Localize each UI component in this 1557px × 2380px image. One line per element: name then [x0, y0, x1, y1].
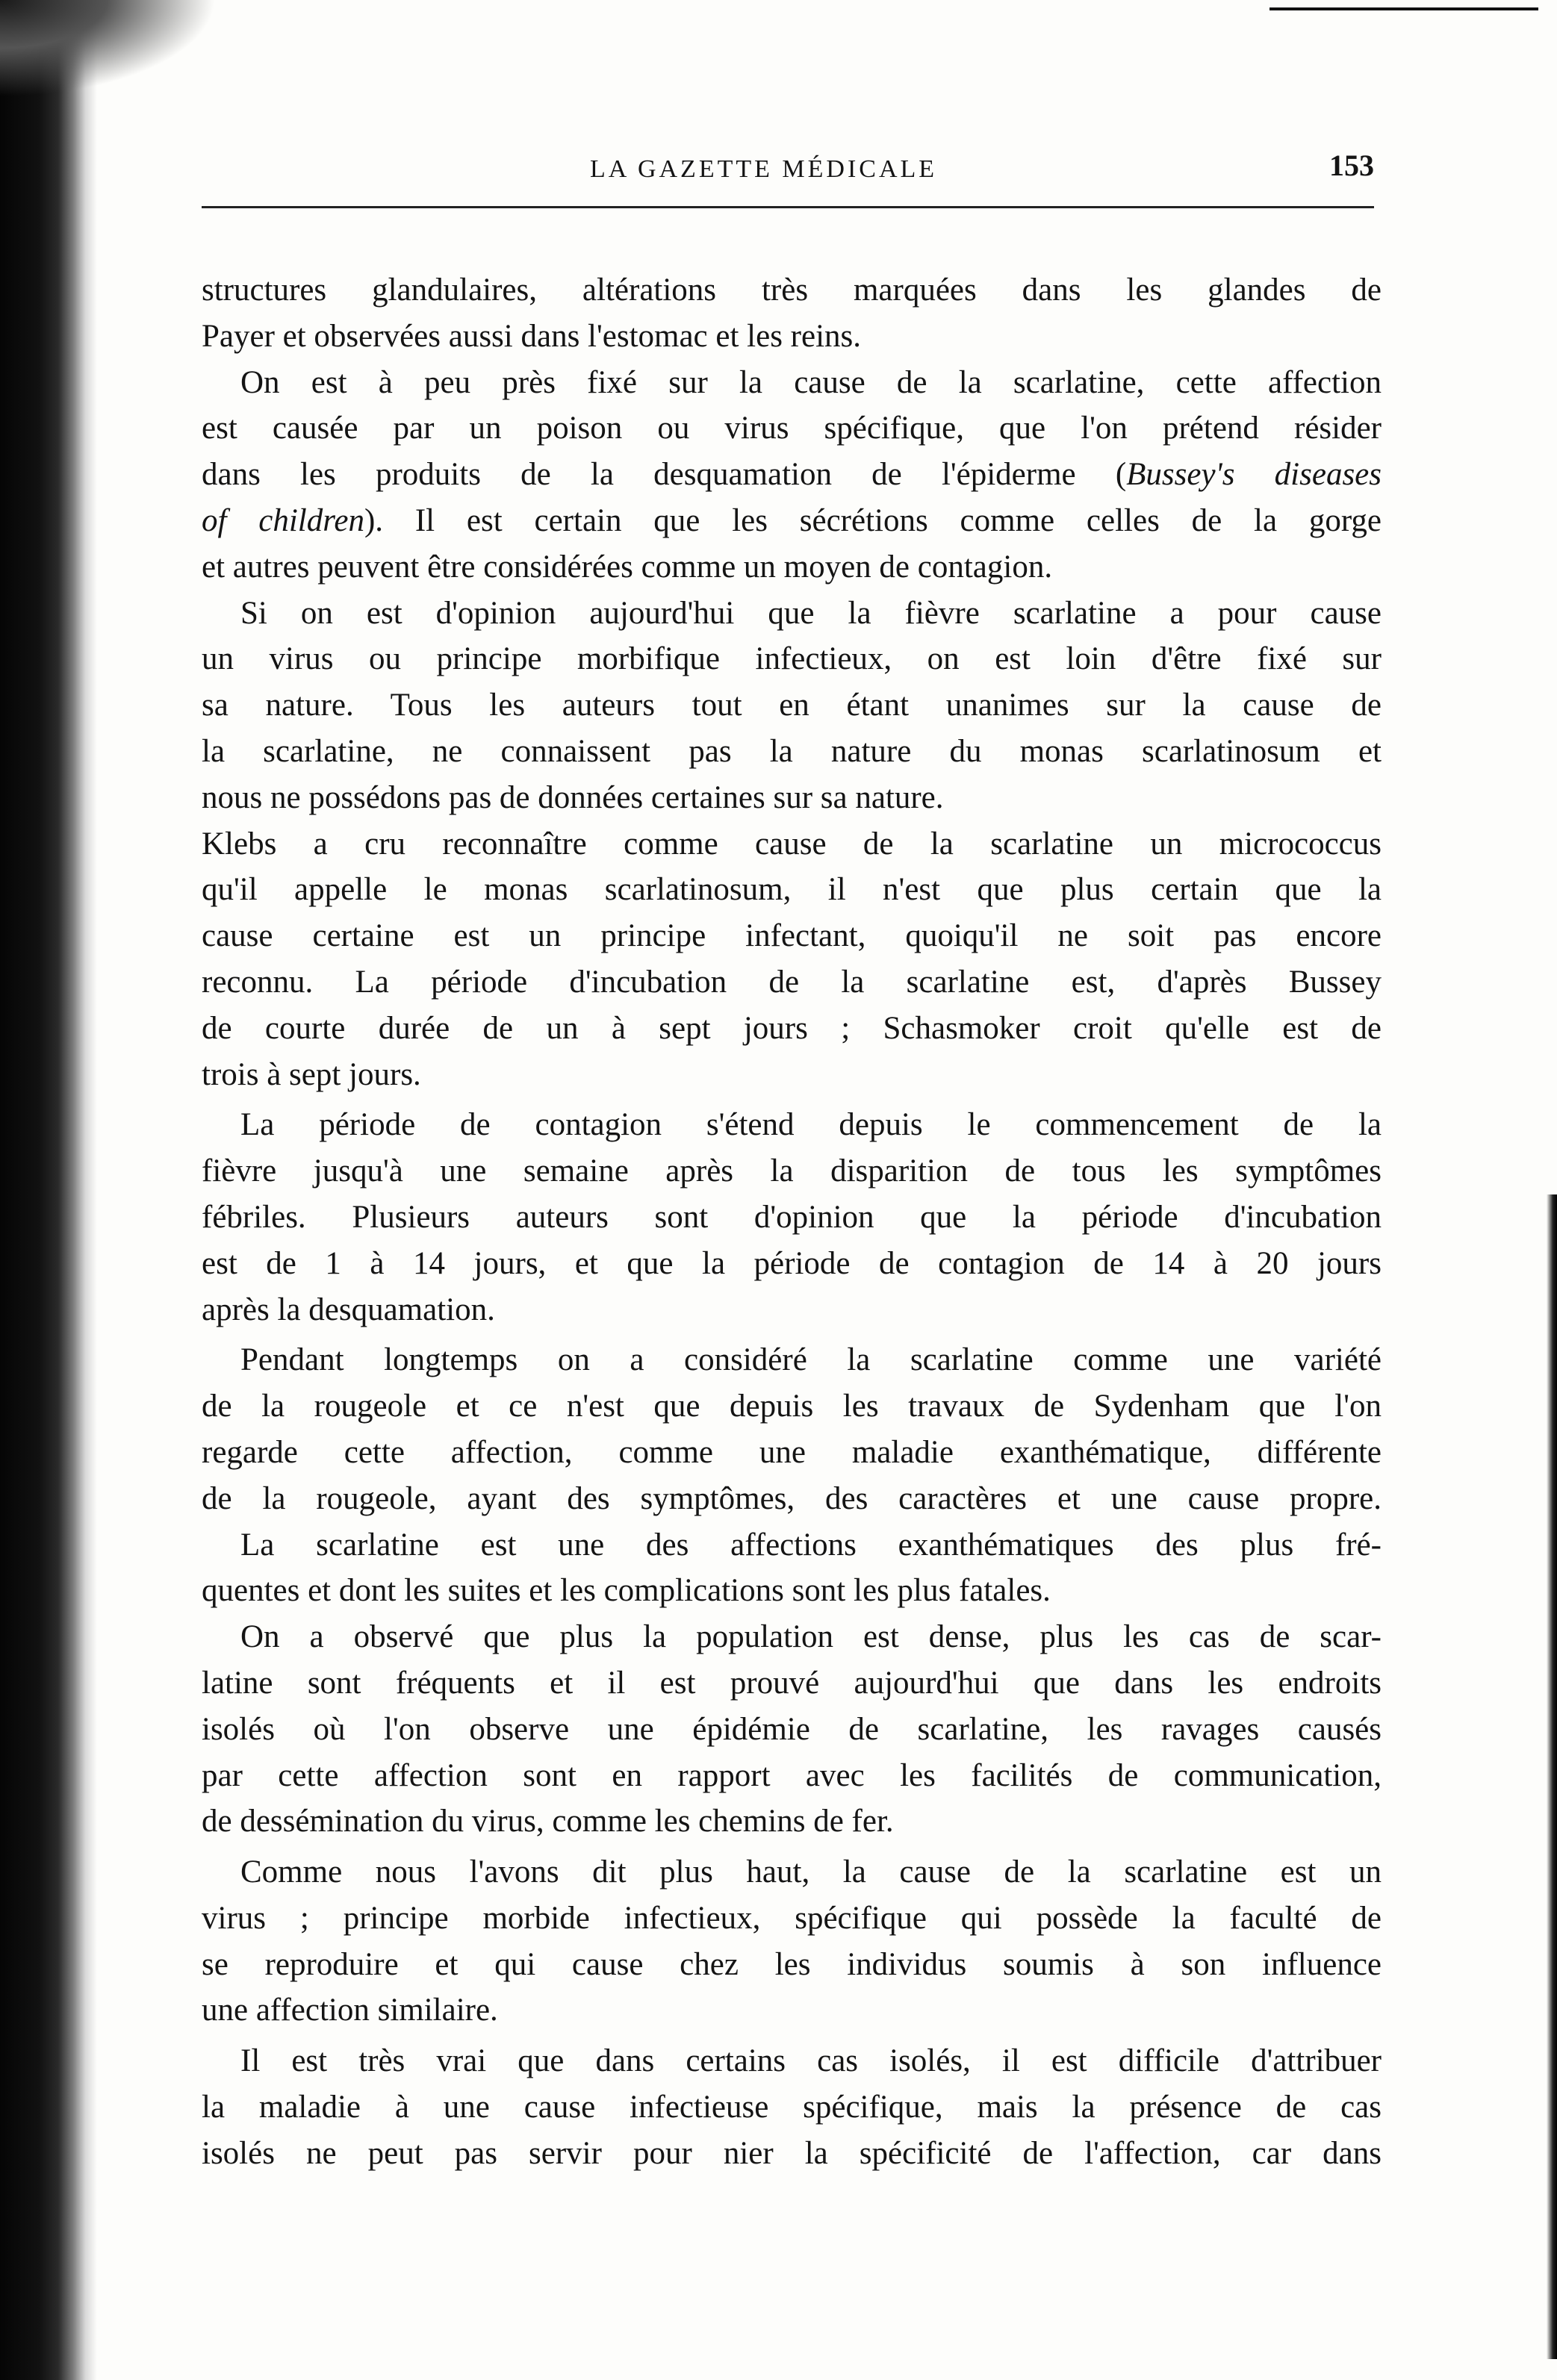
text-line: La scarlatine est une des affections exanthématiques des plus fré-	[240, 1527, 1382, 1563]
text-line: virus ; principe morbide infectieux, spécifique qui possède la faculté de	[202, 1900, 1382, 1936]
citation-title: Bussey's diseases	[1126, 457, 1382, 493]
text-line: de courte durée de un à sept jours ; Schasmoker croit qu'elle est de	[202, 1010, 1382, 1046]
text-line: de dessémination du virus, comme les chemins de fer.	[202, 1804, 894, 1839]
text-line: of children). Il est certain que les sécrétions comme celles de la gorge	[202, 502, 1382, 538]
text-line: trois à sept jours.	[202, 1056, 421, 1092]
text-line: est causée par un poison ou virus spécifique, que l'on prétend résider	[202, 411, 1382, 446]
text-line: fièvre jusqu'à une semaine après la disparition de tous les symptômes	[202, 1153, 1382, 1189]
text-line: de la rougeole et ce n'est que depuis les travaux de Sydenham que l'on	[202, 1389, 1382, 1424]
text-line: se reproduire et qui cause chez les individus soumis à son influence	[202, 1946, 1382, 1982]
text-line: quentes et dont les suites et les complications sont les plus fatales.	[202, 1573, 1051, 1609]
text-line: est de 1 à 14 jours, et que la période de contagion de 14 à 20 jours	[202, 1245, 1382, 1281]
text-line: et autres peuvent être considérées comme un moyen de contagion.	[202, 549, 1053, 585]
citation-title-cont: of children	[202, 502, 364, 538]
text-line: On a observé que plus la population est dense, plus les cas de scar-	[240, 1619, 1382, 1655]
running-title: LA GAZETTE MÉDICALE	[590, 155, 938, 183]
article-body	[202, 267, 1382, 2177]
text-line: sa nature. Tous les auteurs tout en étant unanimes sur la cause de	[202, 688, 1382, 723]
text-line: après la desquamation.	[202, 1292, 495, 1327]
text-line: isolés ne peut pas servir pour nier la spécificité de l'affection, car dans	[202, 2135, 1382, 2171]
page-header	[202, 140, 1374, 208]
text-line: Klebs a cru reconnaître comme cause de la scarlatine un micrococcus	[202, 826, 1382, 862]
text-line: regarde cette affection, comme une maladie exanthématique, différente	[202, 1434, 1382, 1470]
text-line: dans les produits de la desquamation de l'épiderme (Bussey's diseases	[202, 457, 1382, 493]
right-page-edge	[1547, 1194, 1557, 2359]
text-line: Si on est d'opinion aujourd'hui que la fièvre scarlatine a pour cause	[240, 595, 1382, 631]
book-binding-shadow	[0, 0, 97, 2380]
text-line: structures glandulaires, altérations très marquées dans les glandes de	[202, 272, 1382, 308]
text-line: fébriles. Plusieurs auteurs sont d'opinion que la période d'incubation	[202, 1199, 1382, 1235]
text-line: nous ne possédons pas de données certaines sur sa nature.	[202, 779, 944, 815]
text-line: la scarlatine, ne connaissent pas la nature du monas scarlatinosum et	[202, 733, 1382, 769]
text-line: isolés où l'on observe une épidémie de scarlatine, les ravages causés	[202, 1711, 1382, 1747]
text-line: latine sont fréquents et il est prouvé aujourd'hui que dans les endroits	[202, 1665, 1382, 1701]
text-line: un virus ou principe morbifique infectieux, on est loin d'être fixé sur	[202, 641, 1382, 677]
text-line: par cette affection sont en rapport avec les facilités de communication,	[202, 1757, 1382, 1793]
text-line: Il est très vrai que dans certains cas isolés, il est difficile d'attribuer	[240, 2043, 1382, 2079]
text-line: qu'il appelle le monas scarlatinosum, il n'est que plus certain que la	[202, 872, 1382, 908]
text-line: Payer et observées aussi dans l'estomac et les reins.	[202, 318, 862, 354]
text-line: La période de contagion s'étend depuis le commencement de la	[240, 1107, 1382, 1143]
text-line: la maladie à une cause infectieuse spécifique, mais la présence de cas	[202, 2090, 1382, 2125]
text-line: de la rougeole, ayant des symptômes, des caractères et une cause propre.	[202, 1480, 1382, 1516]
top-edge-rule	[1269, 7, 1538, 10]
text-line: reconnu. La période d'incubation de la scarlatine est, d'après Bussey	[202, 964, 1382, 1000]
text-line: cause certaine est un principe infectant, quoiqu'il ne soit pas encore	[202, 918, 1382, 954]
text-line: une affection similaire.	[202, 1993, 498, 2028]
text-line: On est à peu près fixé sur la cause de la scarlatine, cette affection	[240, 364, 1382, 400]
page-number: 153	[1329, 149, 1374, 182]
header-rule	[202, 206, 1374, 208]
corner-scan-shadow	[0, 0, 217, 97]
text-line: Comme nous l'avons dit plus haut, la cause de la scarlatine est un	[240, 1854, 1382, 1890]
text-line: Pendant longtemps on a considéré la scarlatine comme une variété	[240, 1342, 1382, 1378]
